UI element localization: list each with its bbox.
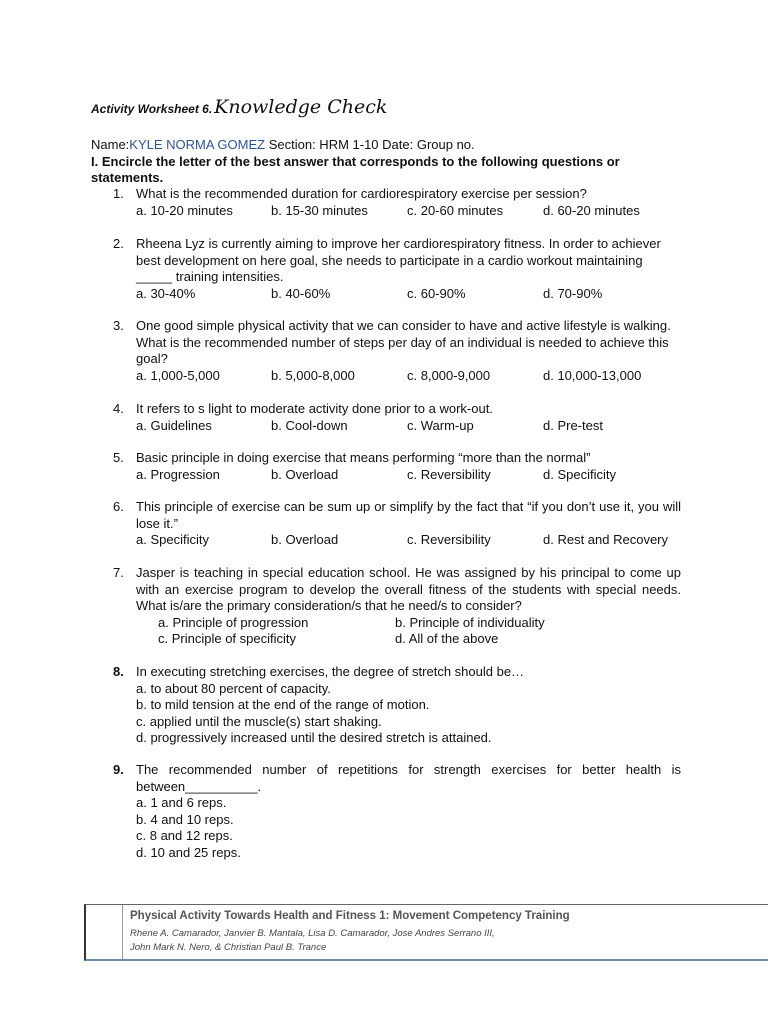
choice-a[interactable]: a. Principle of progression bbox=[158, 614, 309, 630]
choice-row bbox=[136, 203, 681, 220]
instructions: I. Encircle the letter of the best answer that corresponds to the following questions or statements. bbox=[91, 154, 620, 185]
choice-c[interactable]: c. Reversibility bbox=[407, 466, 491, 482]
question-3 bbox=[113, 318, 681, 384]
choice-d[interactable]: d. 60-20 minutes bbox=[543, 202, 640, 218]
question-number: 2. bbox=[113, 236, 124, 251]
question-6 bbox=[113, 499, 681, 549]
choice-d[interactable]: d. Pre-test bbox=[543, 417, 603, 433]
choice-b[interactable]: b. 4 and 10 reps. bbox=[136, 811, 234, 827]
choice-b[interactable]: b. 15-30 minutes bbox=[271, 202, 368, 218]
question-stem: What is the recommended duration for cardiorespiratory exercise per session? bbox=[136, 186, 587, 201]
choice-b[interactable]: b. to mild tension at the end of the range of motion. bbox=[136, 697, 430, 712]
question-stem: Basic principle in doing exercise that means performing “more than the normal” bbox=[136, 450, 591, 465]
choice-c[interactable]: c. Warm-up bbox=[407, 417, 474, 433]
choice-row bbox=[136, 467, 681, 484]
choice-b[interactable]: b. Cool-down bbox=[271, 417, 348, 433]
question-9 bbox=[113, 762, 681, 861]
question-5 bbox=[113, 450, 681, 483]
worksheet-title bbox=[91, 96, 387, 118]
choice-row bbox=[113, 631, 681, 648]
choice-c[interactable]: c. Principle of specificity bbox=[158, 631, 296, 646]
student-name: KYLE NORMA GOMEZ bbox=[129, 137, 266, 152]
choice-c[interactable]: c. 8 and 12 reps. bbox=[136, 828, 233, 843]
question-stem: In executing stretching exercises, the degree of stretch should be… bbox=[136, 664, 525, 679]
question-stem: The recommended number of repetitions for strength exercises for better health is between__________. bbox=[136, 762, 681, 794]
section-date-group: Section: HRM 1-10 Date: Group no. bbox=[265, 137, 475, 152]
question-stem: Jasper is teaching in special education school. He was assigned by his principal to come up with an exercise program to develop the overall fitness of the students with special needs. What is/are the primary consideration/s that he need/s to consider? bbox=[136, 565, 681, 613]
question-number: 7. bbox=[113, 565, 124, 580]
worksheet-label: Activity Worksheet 6. bbox=[91, 102, 213, 116]
choice-a[interactable]: a. Guidelines bbox=[136, 417, 212, 433]
question-number: 1. bbox=[113, 186, 124, 201]
choice-a[interactable]: a. 10-20 minutes bbox=[136, 202, 233, 218]
choice-d[interactable]: d. 70-90% bbox=[543, 285, 603, 301]
name-label: Name: bbox=[91, 137, 130, 152]
choice-b[interactable]: b. Overload bbox=[271, 466, 339, 482]
choice-c[interactable]: c. 60-90% bbox=[407, 285, 466, 301]
choice-c[interactable]: c. 8,000-9,000 bbox=[407, 367, 491, 383]
choice-b[interactable]: b. 5,000-8,000 bbox=[271, 367, 355, 383]
choice-a[interactable]: a. Specificity bbox=[136, 532, 209, 547]
choice-c[interactable]: c. applied until the muscle(s) start shaking. bbox=[136, 713, 382, 729]
question-number: 5. bbox=[113, 450, 124, 465]
choice-row bbox=[136, 286, 681, 303]
choice-c[interactable]: c. 20-60 minutes bbox=[407, 202, 504, 218]
choice-b[interactable]: b. Overload bbox=[271, 532, 339, 547]
choice-d[interactable]: d. Rest and Recovery bbox=[543, 532, 669, 547]
choice-d[interactable]: d. All of the above bbox=[395, 631, 499, 646]
question-number: 3. bbox=[113, 318, 124, 333]
choice-row bbox=[113, 615, 681, 632]
question-stem: It refers to s light to moderate activity done prior to a work-out. bbox=[136, 401, 493, 416]
footer-book-title: Physical Activity Towards Health and Fitness 1: Movement Competency Training bbox=[130, 910, 570, 922]
choice-a[interactable]: a. to about 80 percent of capacity. bbox=[136, 680, 331, 696]
choice-row bbox=[136, 418, 681, 435]
question-number: 6. bbox=[113, 499, 124, 514]
choice-b[interactable]: b. 40-60% bbox=[271, 285, 331, 301]
choice-d[interactable]: d. 10 and 25 reps. bbox=[136, 844, 241, 860]
question-8 bbox=[113, 664, 681, 747]
question-stem: Rheena Lyz is currently aiming to improve her cardiorespiratory fitness. In order to achiever best development on here goal, she needs to participate in a cardio workout maintaining _____ training intensities. bbox=[136, 236, 661, 284]
choice-a[interactable]: a. 1,000-5,000 bbox=[136, 367, 220, 383]
student-info-line bbox=[91, 137, 475, 152]
question-stem: One good simple physical activity that we can consider to have and active lifestyle is walking. What is the recommended number of steps per day of an individual is needed to achieve this goal? bbox=[136, 318, 671, 366]
question-7 bbox=[113, 565, 681, 648]
footer-authors-line-1: Rhene A. Camarador, Janvier B. Mantala, Lisa D. Camarador, Jose Andres Serrano III, bbox=[130, 928, 495, 939]
choice-a[interactable]: a. 1 and 6 reps. bbox=[136, 795, 227, 810]
footer-divider bbox=[122, 905, 123, 959]
choice-c[interactable]: c. Reversibility bbox=[407, 532, 491, 547]
choice-d[interactable]: d. Specificity bbox=[543, 466, 616, 482]
question-stem: This principle of exercise can be sum up or simplify by the fact that “if you don’t use it, you will lose it.” bbox=[136, 499, 681, 531]
question-number: 8. bbox=[113, 664, 124, 679]
choice-a[interactable]: a. 30-40% bbox=[136, 285, 196, 301]
footer-authors-line-2: John Mark N. Nero, & Christian Paul B. Trance bbox=[130, 942, 327, 953]
question-2 bbox=[113, 236, 681, 302]
question-number: 4. bbox=[113, 401, 124, 416]
choice-d[interactable]: d. 10,000-13,000 bbox=[543, 367, 642, 383]
worksheet-heading: Knowledge Check bbox=[214, 96, 388, 118]
choice-b[interactable]: b. Principle of individuality bbox=[395, 614, 545, 630]
choice-row bbox=[136, 368, 681, 385]
choice-d[interactable]: d. progressively increased until the desired stretch is attained. bbox=[136, 730, 492, 745]
choice-a[interactable]: a. Progression bbox=[136, 466, 220, 482]
question-number: 9. bbox=[113, 762, 124, 777]
choice-row bbox=[136, 532, 681, 549]
question-4 bbox=[113, 401, 681, 434]
question-1 bbox=[113, 186, 681, 219]
